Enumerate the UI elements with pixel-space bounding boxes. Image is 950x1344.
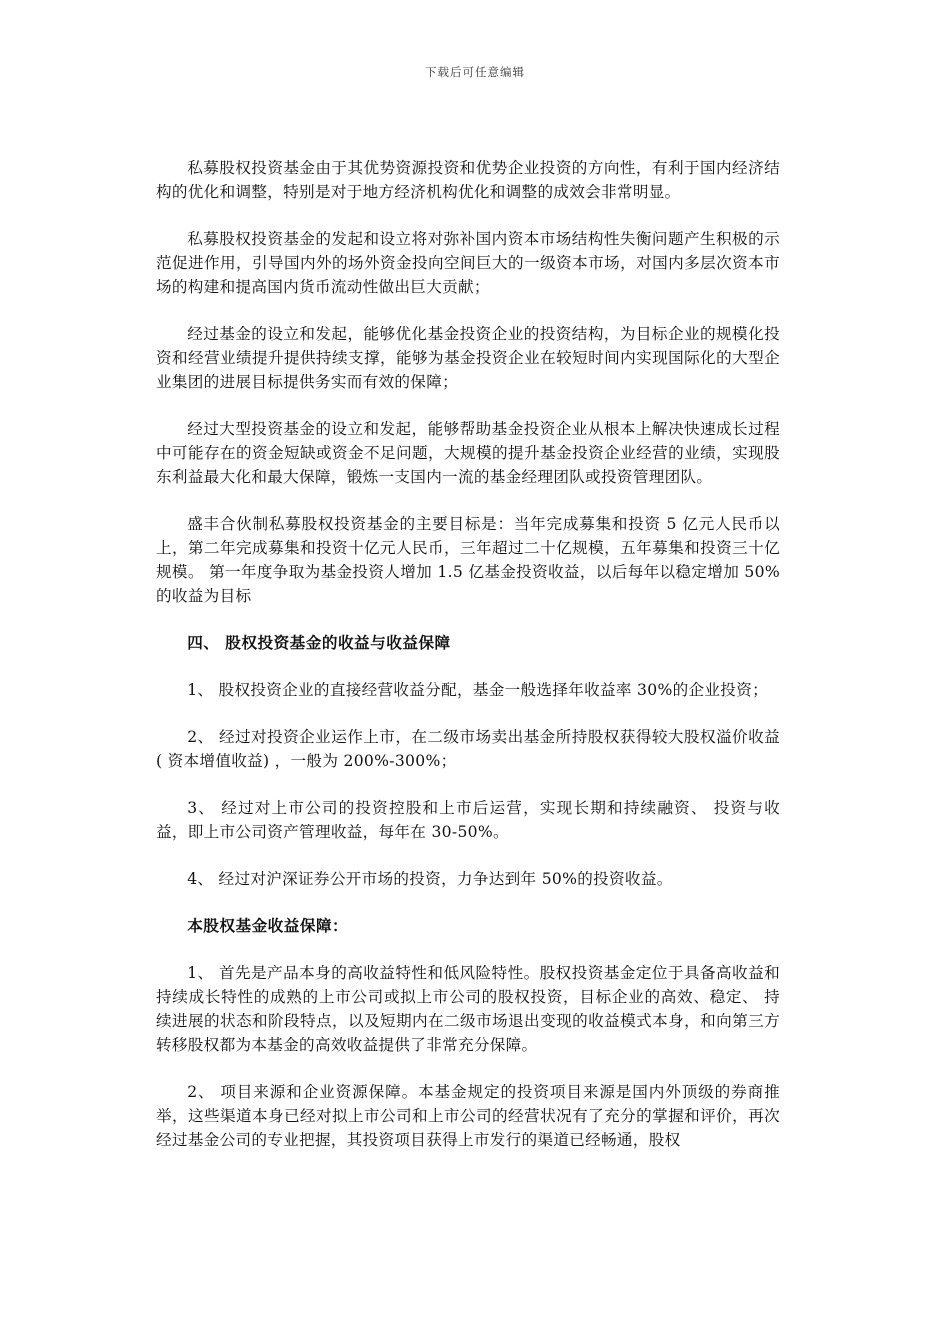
- list-item-return-3: 3、 经过对上市公司的投资控股和上市后运营，实现长期和持续融资、 投资与收益，即上市公司资产管理收益，每年在 30-50%。: [156, 799, 780, 841]
- list-item-return-1: 1、 股权投资企业的直接经营收益分配，基金一般选择年收益率 30%的企业投资；: [187, 681, 768, 699]
- paragraph-fund-targets: 盛丰合伙制私募股权投资基金的主要目标是：当年完成募集和投资 5 亿元人民币以上，第二年完成募集和投资十亿元人民币，三年超过二十亿规模，五年募集和投资三十亿规模。 第一年度争取为基金投资人增加 1.5 亿基金投资收益，以后每年以稳定增加 50%的收益为目标: [156, 515, 780, 605]
- document-body: [156, 156, 780, 1175]
- list-item-guarantee-2: 2、 项目来源和企业资源保障。本基金规定的投资项目来源是国内外顶级的券商推举，这些渠道本身已经对拟上市公司和上市公司的经营状况有了充分的掌握和评价，再次经过基金公司的专业把握，其投资项目获得上市发行的渠道已经畅通，股权: [156, 1083, 780, 1149]
- section-heading-returns: 四、 股权投资基金的收益与收益保障: [187, 634, 451, 652]
- paragraph-capital-market: 私募股权投资基金的发起和设立将对弥补国内资本市场结构性失衡问题产生积极的示范促进作用，引导国内外的场外资金投向空间巨大的一级资本市场，对国内多层次资本市场的构建和提高国内货币流动性做出巨大贡献；: [156, 230, 780, 296]
- paragraph-economic-structure: 私募股权投资基金由于其优势资源投资和优势企业投资的方向性，有利于国内经济结构的优化和调整，特别是对于地方经济机构优化和调整的成效会非常明显。: [156, 159, 780, 201]
- list-item-return-4: 4、 经过对沪深证券公开市场的投资，力争达到年 50%的投资收益。: [187, 870, 673, 888]
- list-item-return-2: 2、 经过对投资企业运作上市，在二级市场卖出基金所持股权获得较大股权溢价收益( 资本增值收益) ，一般为 200%-300%；: [156, 728, 780, 770]
- paragraph-funding-shortage: 经过大型投资基金的设立和发起，能够帮助基金投资企业从根本上解决快速成长过程中可能存在的资金短缺或资金不足问题，大规模的提升基金投资企业经营的业绩，实现股东利益最大化和最大保障，锻炼一支国内一流的基金经理团队或投资管理团队。: [156, 420, 780, 486]
- section-heading-guarantee: 本股权基金收益保障：: [187, 917, 349, 935]
- paragraph-investment-structure: 经过基金的设立和发起，能够优化基金投资企业的投资结构，为目标企业的规模化投资和经营业绩提升提供持续支撑，能够为基金投资企业在较短时间内实现国际化的大型企业集团的进展目标提供务实而有效的保障；: [156, 325, 780, 391]
- list-item-guarantee-1: 1、 首先是产品本身的高收益特性和低风险特性。股权投资基金定位于具备高收益和持续成长特性的成熟的上市公司或拟上市公司的股权投资，目标企业的高效、稳定、 持续进展的状态和阶段特点，以及短期内在二级市场退出变现的收益模式本身，和向第三方转移股权都为本基金的高效收益提供了非常充分保障。: [156, 964, 780, 1054]
- page-header-note: 下载后可任意编辑: [425, 65, 525, 79]
